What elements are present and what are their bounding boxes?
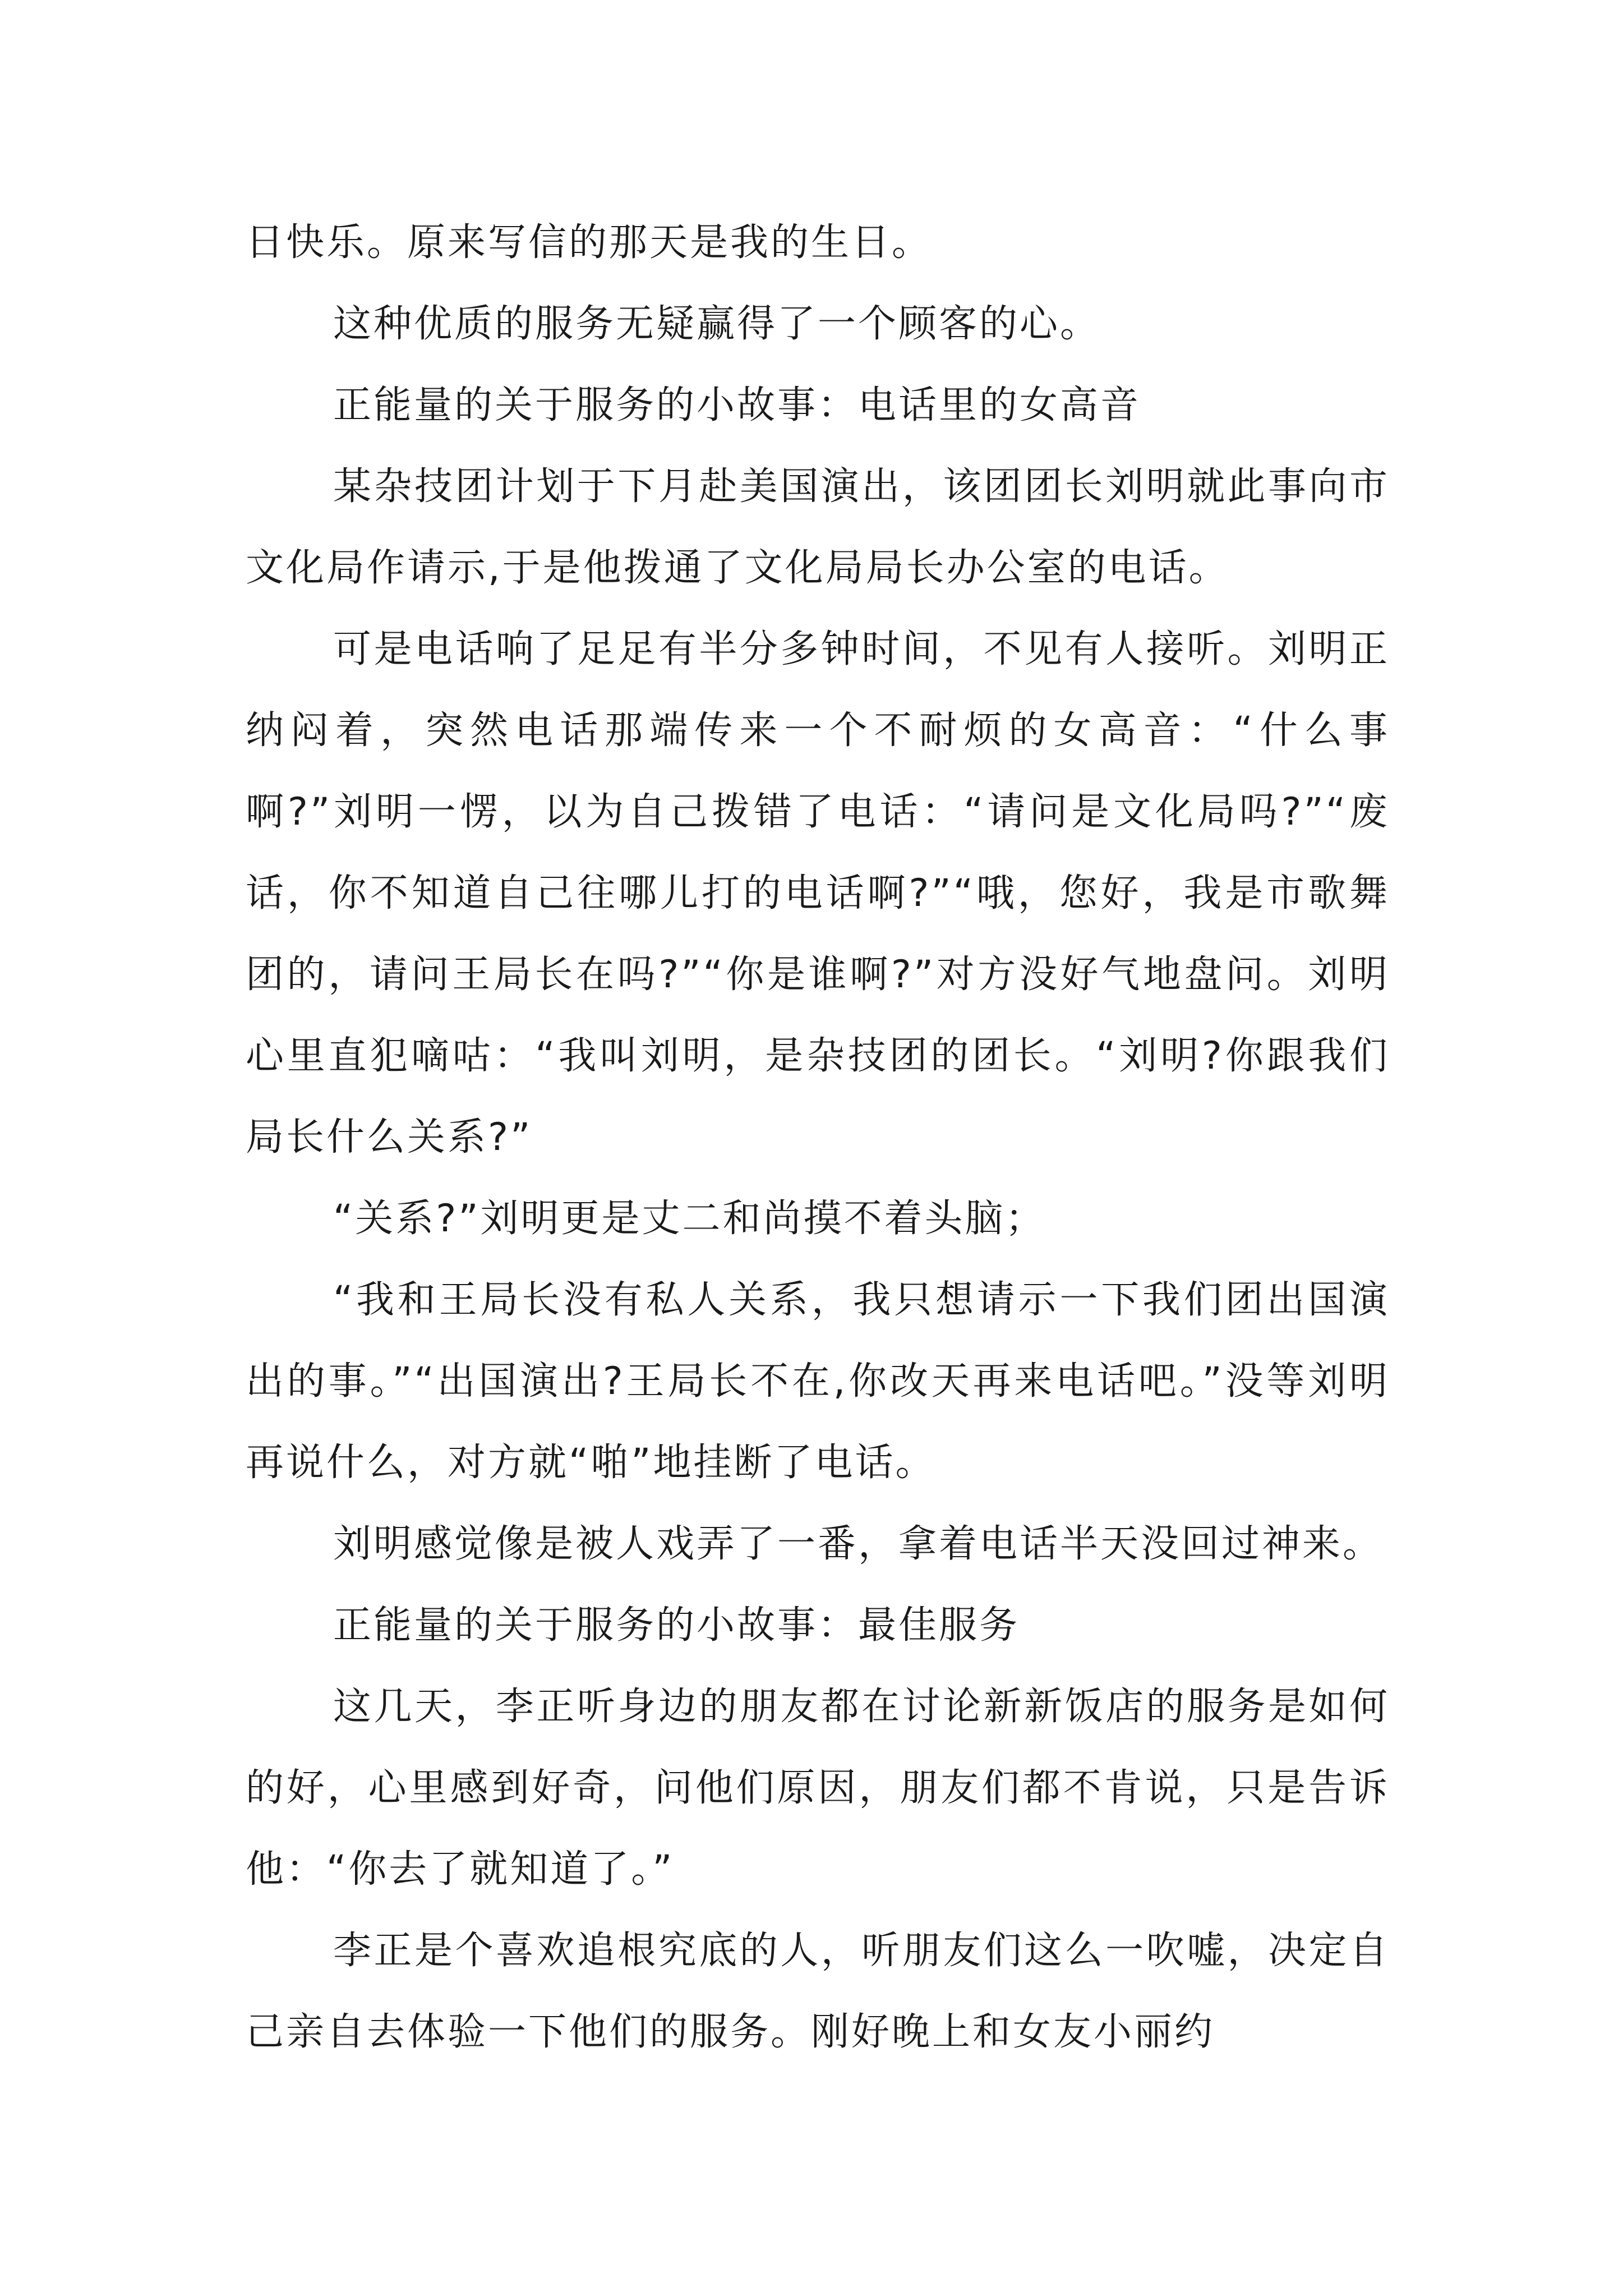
section-heading-phone-soprano: 正能量的关于服务的小故事：电话里的女高音 <box>333 383 1141 427</box>
document-body <box>246 202 1390 2073</box>
paragraph: 李正是个喜欢追根究底的人，听朋友们这么一吹嘘，决定自己亲自去体验一下他们的服务。刚好晚上和女友小丽约 <box>246 1929 1390 2054</box>
paragraph: 刘明感觉像是被人戏弄了一番，拿着电话半天没回过神来。 <box>333 1522 1384 1566</box>
paragraph-continuation: 日快乐。原来写信的那天是我的生日。 <box>246 220 933 265</box>
paragraph: “我和王局长没有私人关系，我只想请示一下我们团出国演出的事。”“出国演出?王局长不在,你改天再来电话吧。”没等刘明再说什么，对方就“啪”地挂断了电话。 <box>246 1278 1390 1485</box>
paragraph: 这种优质的服务无疑赢得了一个顾客的心。 <box>333 302 1101 346</box>
section-heading-best-service: 正能量的关于服务的小故事：最佳服务 <box>333 1603 1020 1648</box>
paragraph: 可是电话响了足足有半分多钟时间，不见有人接听。刘明正纳闷着，突然电话那端传来一个不耐烦的女高音：“什么事啊?”刘明一愣，以为自己拨错了电话：“请问是文化局吗?”“废话，你不知道自己往哪儿打的电话啊?”“哦，您好，我是市歌舞团的，请问王局长在吗?”“你是谁啊?”对方没好气地盘问。刘明心里直犯嘀咕：“我叫刘明，是杂技团的团长。“刘明?你跟我们局长什么关系?” <box>246 627 1390 1159</box>
paragraph: 这几天，李正听身边的朋友都在讨论新新饭店的服务是如何的好，心里感到好奇，问他们原因，朋友们都不肯说，只是告诉他：“你去了就知道了。” <box>246 1685 1390 1892</box>
paragraph: 某杂技团计划于下月赴美国演出，该团团长刘明就此事向市文化局作请示,于是他拨通了文化局局长办公室的电话。 <box>246 464 1390 590</box>
paragraph: “关系?”刘明更是丈二和尚摸不着头脑； <box>333 1197 1046 1241</box>
